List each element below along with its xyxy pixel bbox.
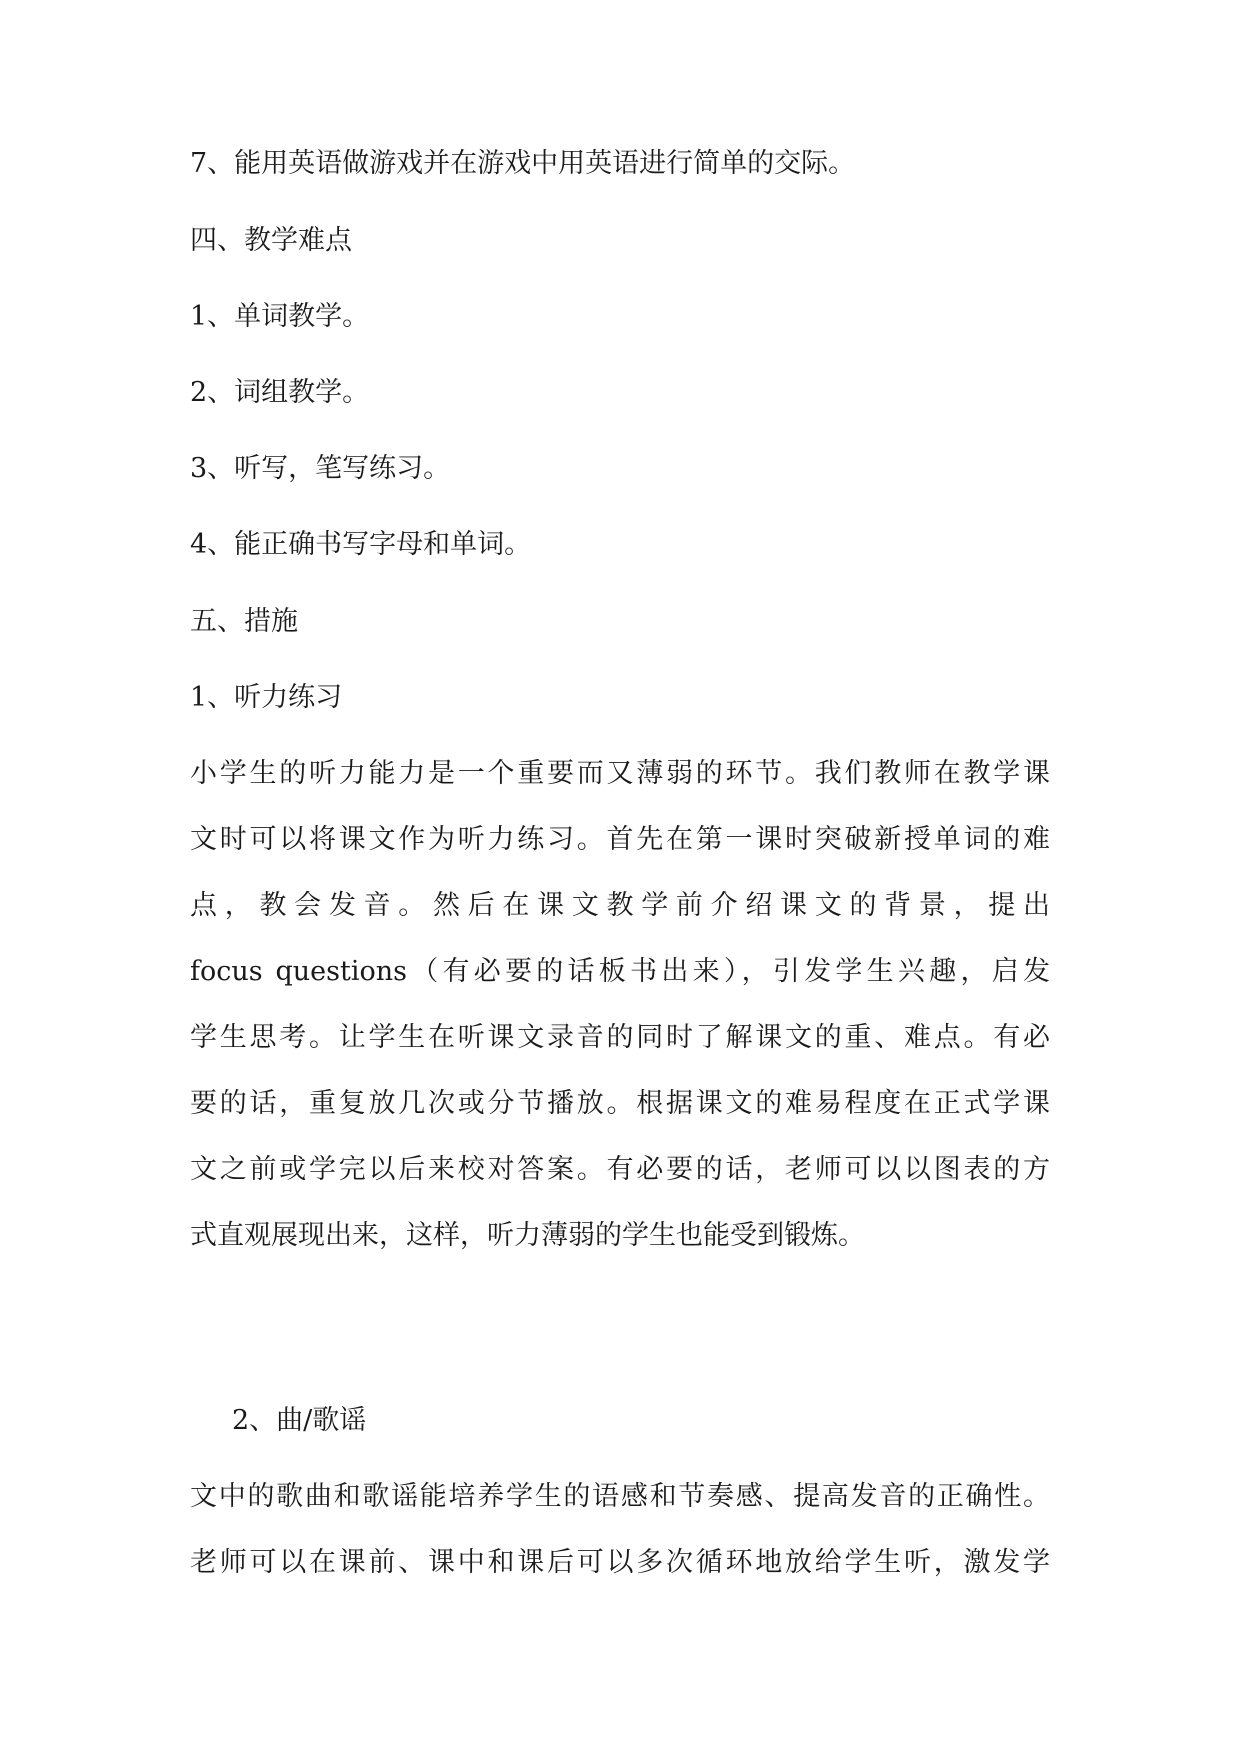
paragraph-line: 文中的歌曲和歌谣能培养学生的语感和节奏感、提高发音的正确性。 (190, 1481, 1050, 1512)
list-item-difficulty-3: 3、听写，笔写练习。 (190, 453, 451, 484)
paragraph-line: focus questions（有必要的话板书出来），引发学生兴趣，启发 (190, 956, 1050, 987)
section-heading-difficulties: 四、教学难点 (190, 225, 352, 256)
list-item-difficulty-4: 4、能正确书写字母和单词。 (190, 529, 532, 560)
paragraph-line: 文时可以将课文作为听力练习。首先在第一课时突破新授单词的难 (190, 824, 1050, 855)
subheading-listening-practice: 1、听力练习 (190, 682, 343, 713)
paragraph-line: 式直观展现出来，这样，听力薄弱的学生也能受到锻炼。 (190, 1220, 865, 1251)
paragraph-songs (190, 1479, 1050, 1611)
paragraph-line: 老师可以在课前、课中和课后可以多次循环地放给学生听，激发学 (190, 1547, 1050, 1578)
list-item-difficulty-1: 1、单词教学。 (190, 301, 370, 332)
paragraph-listening (190, 756, 1050, 1284)
paragraph-line: 点，教会发音。然后在课文教学前介绍课文的背景，提出 (190, 890, 1050, 921)
paragraph-line: 小学生的听力能力是一个重要而又薄弱的环节。我们教师在教学课 (190, 758, 1050, 789)
section-heading-measures: 五、措施 (190, 606, 298, 637)
paragraph-line: 文之前或学完以后来校对答案。有必要的话，老师可以以图表的方 (190, 1154, 1050, 1185)
subheading-songs-chants: 2、曲/歌谣 (232, 1405, 367, 1436)
list-item-difficulty-2: 2、词组教学。 (190, 377, 370, 408)
paragraph-line: 要的话，重复放几次或分节播放。根据课文的难易程度在正式学课 (190, 1088, 1050, 1119)
paragraph-line: 学生思考。让学生在听课文录音的同时了解课文的重、难点。有必 (190, 1022, 1050, 1053)
list-item-goal-7: 7、能用英语做游戏并在游戏中用英语进行简单的交际。 (190, 148, 856, 179)
